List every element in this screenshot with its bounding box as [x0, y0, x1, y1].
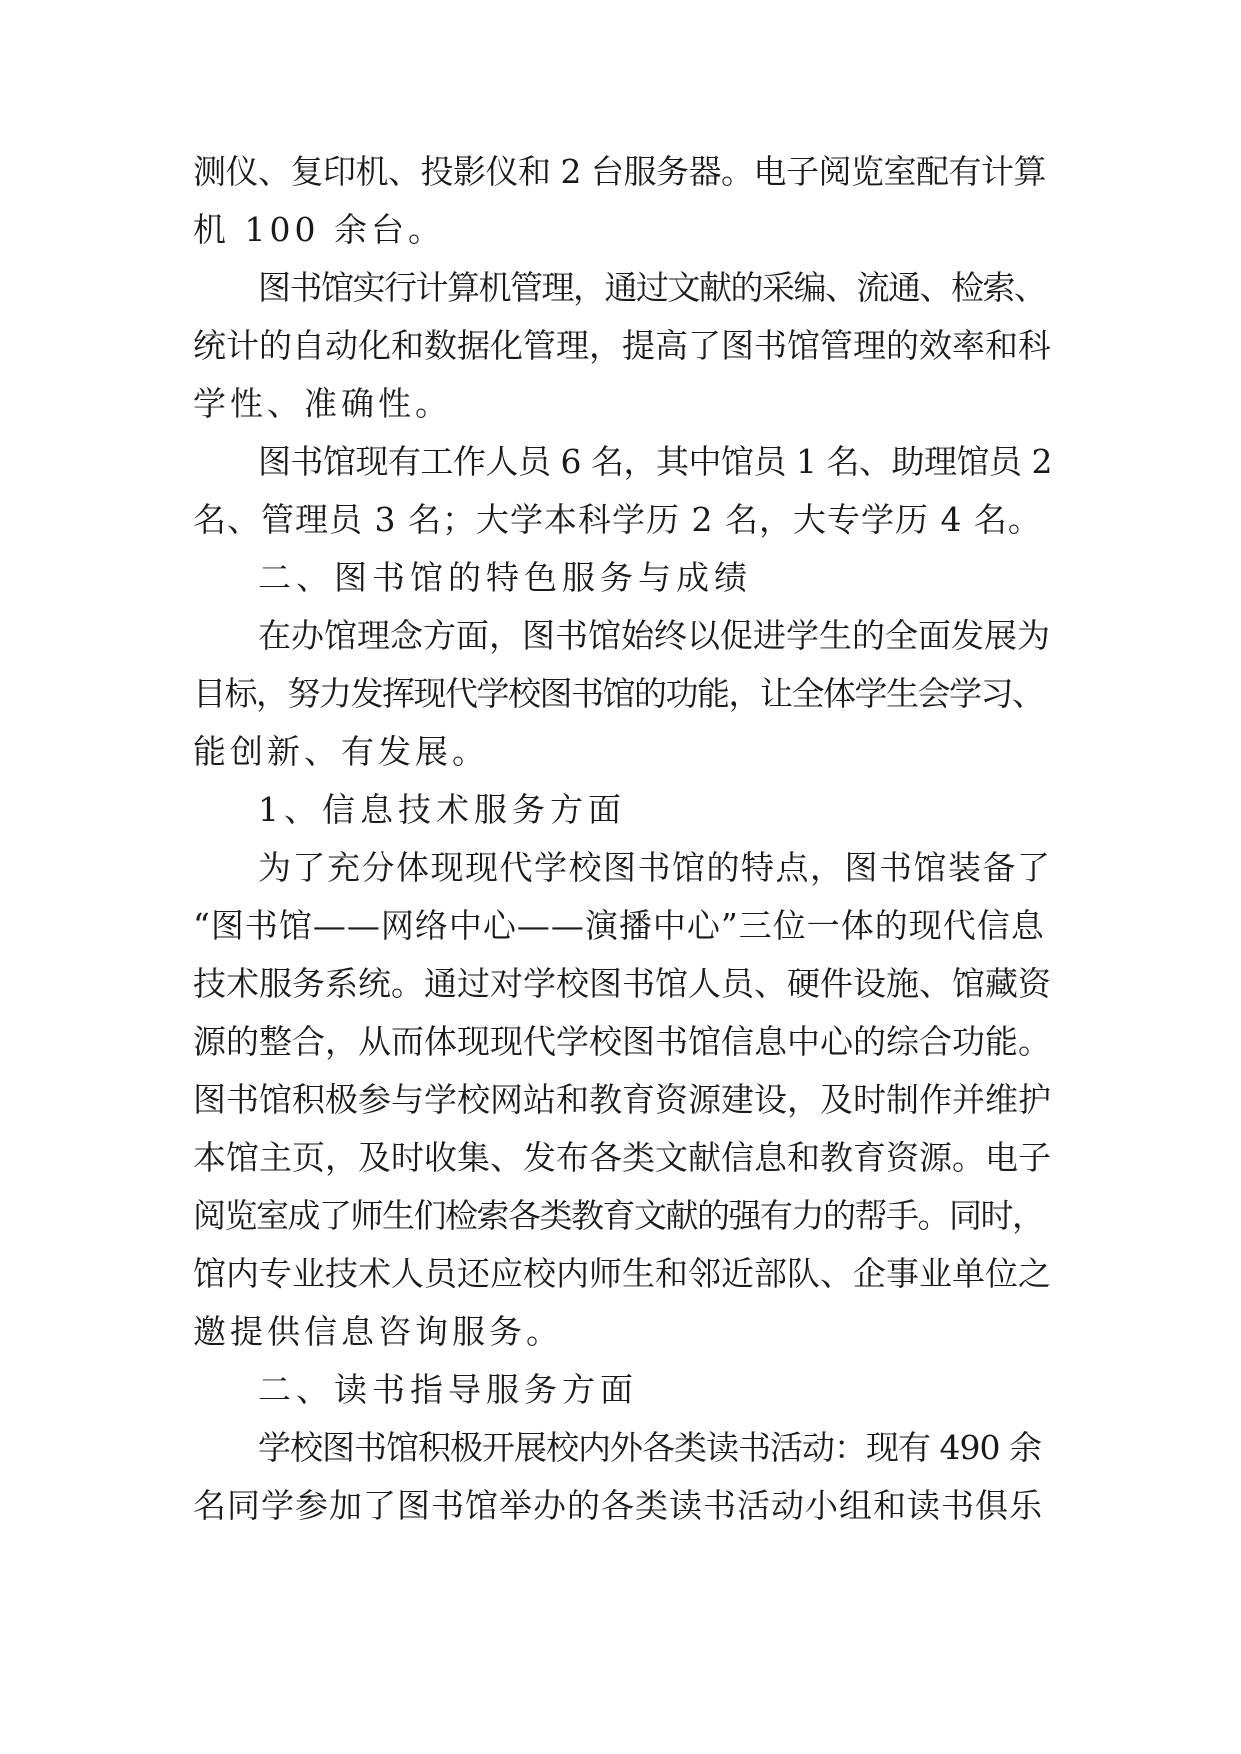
text-line: “图书馆——网络中心——演播中心”三位一体的现代信息 — [193, 906, 1045, 945]
paragraph-start: 学校图书馆积极开展校内外各类读书活动：现有 490 余 — [258, 1428, 1041, 1467]
text-line: 统计的自动化和数据化管理，提高了图书馆管理的效率和科 — [193, 326, 1051, 365]
text-line: 名同学参加了图书馆举办的各类读书活动小组和读书俱乐 — [193, 1486, 1043, 1525]
text-line: 机 100 余台。 — [193, 210, 445, 249]
text-line: 邀提供信息咨询服务。 — [193, 1312, 563, 1351]
section-heading: 二、读书指导服务方面 — [258, 1370, 638, 1409]
text-line: 本馆主页，及时收集、发布各类文献信息和教育资源。电子 — [193, 1138, 1051, 1177]
paragraph-start: 图书馆实行计算机管理，通过文献的采编、流通、检索、 — [258, 268, 1046, 307]
section-heading: 二、图书馆的特色服务与成绩 — [258, 558, 752, 597]
text-line: 阅览室成了师生们检索各类教育文献的强有力的帮手。同时， — [193, 1196, 1044, 1235]
text-line: 技术服务系统。通过对学校图书馆人员、硬件设施、馆藏资 — [193, 964, 1051, 1003]
text-line: 馆内专业技术人员还应校内师生和邻近部队、企事业单位之 — [193, 1254, 1051, 1293]
paragraph-start: 在办馆理念方面，图书馆始终以促进学生的全面发展为 — [258, 616, 1050, 655]
paragraph-start: 为了充分体现现代学校图书馆的特点，图书馆装备了 — [258, 848, 1052, 887]
text-line: 目标，努力发挥现代学校图书馆的功能，让全体学生会学习、 — [193, 674, 1044, 713]
text-line: 图书馆积极参与学校网站和教育资源建设，及时制作并维护 — [193, 1080, 1051, 1119]
text-line: 测仪、复印机、投影仪和 2 台服务器。电子阅览室配有计算 — [193, 152, 1046, 191]
subsection-heading: 1、信息技术服务方面 — [258, 790, 626, 829]
paragraph-start: 图书馆现有工作人员 6 名，其中馆员 1 名、助理馆员 2 — [258, 442, 1052, 481]
text-line: 源的整合，从而体现现代学校图书馆信息中心的综合功能。 — [193, 1022, 1051, 1061]
text-line: 学性、准确性。 — [193, 384, 452, 423]
text-line: 能创新、有发展。 — [193, 732, 489, 771]
text-line: 名、管理员 3 名；大学本科学历 2 名，大专学历 4 名。 — [193, 500, 1042, 539]
